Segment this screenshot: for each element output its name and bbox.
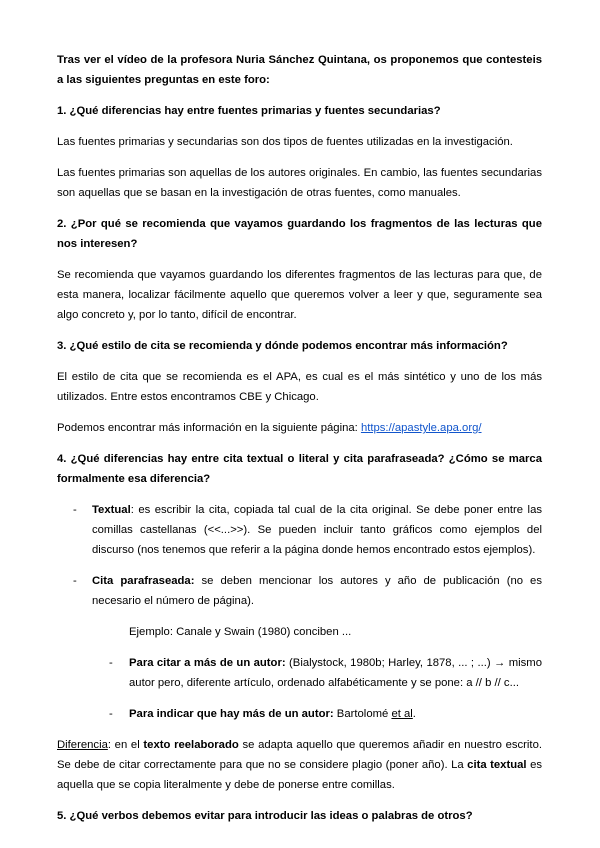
difference-text-1: : en el [107,739,144,751]
difference-text-2: se adapta aquello que queremos añadir en nuestro escrito. Se debe de citar correctamente para que no se considere plagio (poner año). La [57,739,542,771]
answer-3-paragraph-1: El estilo de cita que se recomienda es el APA, es cual es el más sintético y uno de los más utilizados. Entre estos encontramos CBE y Chicago. [57,371,542,403]
sub2-text: Bartolomé [333,708,392,720]
list-item-parafraseada [57,571,542,611]
et-al-text: et al [391,708,413,720]
textual-text: : es escribir la cita, copiada tal cual de la cita original. Se debe poner entre las comillas castellanas (<<...>>). Se pueden incluir tanto gráficos como ejemplos del discurso (nos tenemos que referir a la página donde hemos encontrado estos ejemplos). [92,504,542,556]
answer-3-paragraph-2 [57,418,542,438]
sublist-item-multiple-authors [57,653,542,693]
answer-1-paragraph-2: Las fuentes primarias son aquellas de los autores originales. En cambio, las fuentes secundarias son aquellas que se basan en la investigación de otras fuentes, como manuales. [57,167,542,199]
question-2-title: 2. ¿Por qué se recomienda que vayamos guardando los fragmentos de las lecturas que nos interesen? [57,218,542,250]
question-1-title: 1. ¿Qué diferencias hay entre fuentes primarias y fuentes secundarias? [57,105,441,117]
list-dash: - [109,708,113,720]
list-item-textual [57,500,542,560]
difference-label: Diferencia [57,739,108,751]
question-5-title: 5. ¿Qué verbos debemos evitar para introducir las ideas o palabras de otros? [57,810,473,822]
sub2-label: Para indicar que hay más de un autor: [129,708,334,720]
sub1-label: Para citar a más de un autor: [129,657,286,669]
document-page [57,50,542,837]
reelaborado-term: texto reelaborado [143,739,239,751]
sublist-item-more-authors [57,704,542,724]
answer-3-link-intro: Podemos encontrar más información en la siguiente página: [57,422,361,434]
parafraseada-text: se deben mencionar los autores y año de publicación (no es necesario el número de página). [92,575,542,607]
sub1-text: (Bialystock, 1980b; Harley, 1878, ... ; ...) → mismo autor pero, diferente artículo, ordenado alfabéticamente y se pone: a // b // c... [129,657,542,689]
sub2-end: . [412,708,416,720]
cita-textual-term: cita textual [467,759,527,771]
question-4-title: 4. ¿Qué diferencias hay entre cita textual o literal y cita parafraseada? ¿Cómo se marca formalmente esa diferencia? [57,453,542,485]
difference-text-3: es aquella que se copia literalmente y debe de ponerse entre comillas. [57,759,542,791]
parafraseada-label: Cita parafraseada: [92,575,195,587]
question-3-title: 3. ¿Qué estilo de cita se recomienda y dónde podemos encontrar más información? [57,340,508,352]
intro-text: Tras ver el vídeo de la profesora Nuria Sánchez Quintana, os proponemos que contesteis a las siguientes preguntas en este foro: [57,54,542,86]
list-dash: - [109,657,113,669]
answer-1-paragraph-1: Las fuentes primarias y secundarias son dos tipos de fuentes utilizadas en la investigación. [57,136,513,148]
difference-paragraph [57,735,542,795]
list-dash: - [73,504,77,516]
apa-style-link[interactable]: https://apastyle.apa.org/ [360,422,482,434]
textual-label: Textual [92,504,131,516]
list-dash: - [73,575,77,587]
example-text: Ejemplo: Canale y Swain (1980) conciben ... [129,626,352,638]
answer-2-paragraph: Se recomienda que vayamos guardando los diferentes fragmentos de las lecturas para que, de esta manera, localizar fácilmente aquello que queremos volver a leer y que, seguramente sea algo concreto y, por lo tanto, difícil de encontrar. [57,269,542,321]
